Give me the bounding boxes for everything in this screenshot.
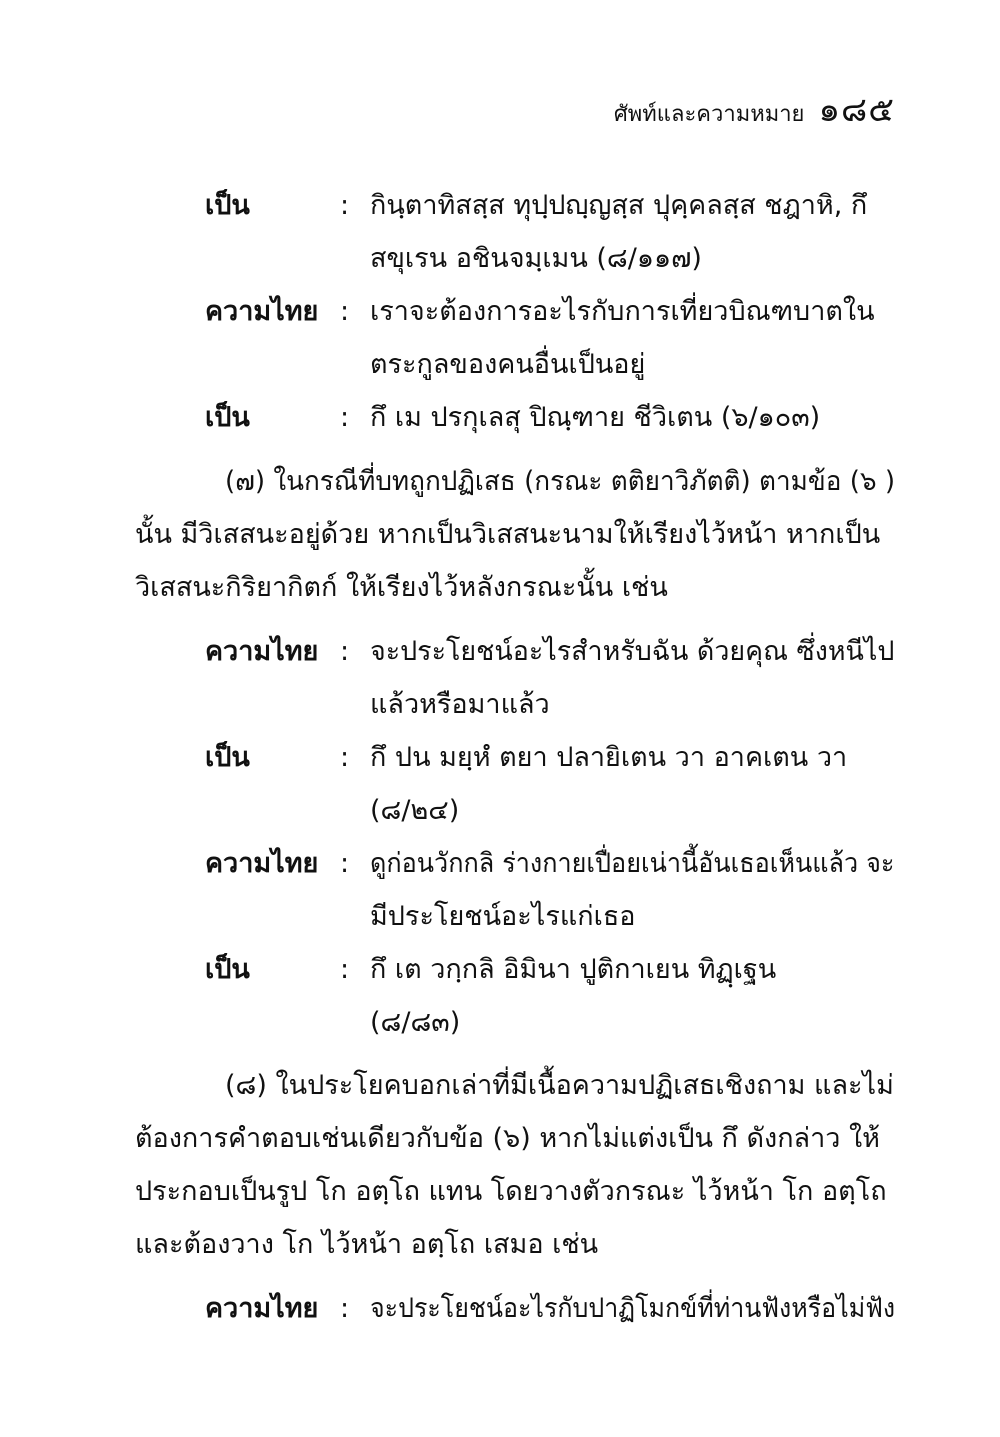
entry-label: เป็น bbox=[205, 954, 250, 985]
entry-text-line: จะประโยชน์อะไรสำหรับฉัน ด้วยคุณ ซึ่งหนีไป bbox=[370, 636, 895, 667]
entry-text-line: (๘/๒๔) bbox=[370, 795, 460, 826]
paragraph-line: ประกอบเป็นรูป โก อตฺโถ แทน โดยวางตัวกรณะ ไว้หน้า โก อตฺโถ bbox=[135, 1176, 887, 1207]
entry-colon: : bbox=[340, 954, 350, 985]
entry-label: ความไทย bbox=[205, 296, 319, 327]
entry-colon: : bbox=[340, 636, 350, 667]
entry-label: เป็น bbox=[205, 190, 250, 221]
paragraph-line: วิเสสนะกิริยากิตก์ ให้เรียงไว้หลังกรณะนั้น เช่น bbox=[135, 572, 668, 603]
entry-label: ความไทย bbox=[205, 1293, 319, 1324]
entry-text-line: แล้วหรือมาแล้ว bbox=[370, 689, 550, 720]
entry-colon: : bbox=[340, 742, 350, 773]
entry-text-line: สขุเรน อชินจมฺเมน (๘/๑๑๗) bbox=[370, 243, 702, 274]
entry-label: เป็น bbox=[205, 402, 250, 433]
entry-label: ความไทย bbox=[205, 848, 319, 879]
entry-text-line: (๘/๘๓) bbox=[370, 1007, 461, 1038]
entry-text-line: กินฺตาทิสสฺส ทุปฺปญฺญสฺส ปุคฺคลสฺส ชฎาหิ, กึ bbox=[370, 190, 868, 221]
entry-colon: : bbox=[340, 1293, 350, 1324]
entry-text-line: ดูก่อนวักกลิ ร่างกายเปื่อยเน่านี้อันเธอเห็นแล้ว จะ bbox=[370, 848, 895, 879]
entry-text-line: เราจะต้องการอะไรกับการเที่ยวบิณฑบาตใน bbox=[370, 296, 875, 327]
entry-text-line: ตระกูลของคนอื่นเป็นอยู่ bbox=[370, 349, 646, 380]
page-number: ๑๘๕ bbox=[818, 90, 895, 130]
entry-colon: : bbox=[340, 402, 350, 433]
paragraph-line: นั้น มีวิเสสนะอยู่ด้วย หากเป็นวิเสสนะนามให้เรียงไว้หน้า หากเป็น bbox=[135, 519, 881, 550]
entry-text-line: กึ เต วกฺกลิ อิมินา ปูติกาเยน ทิฏฺเฐน bbox=[370, 954, 777, 985]
entry-text-line: กึ เม ปรกุเลสุ ปิณฺฑาย ชีวิเตน (๖/๑๐๓) bbox=[370, 402, 821, 433]
paragraph-line: ต้องการคำตอบเช่นเดียวกับข้อ (๖) หากไม่แต่งเป็น กึ ดังกล่าว ให้ bbox=[135, 1123, 880, 1154]
entry-text-line: กึ ปน มยฺหํ ตยา ปลายิเตน วา อาคเตน วา bbox=[370, 742, 848, 773]
entry-colon: : bbox=[340, 296, 350, 327]
paragraph-line: และต้องวาง โก ไว้หน้า อตฺโถ เสมอ เช่น bbox=[135, 1229, 599, 1260]
entry-label: เป็น bbox=[205, 742, 250, 773]
entry-text-line: มีประโยชน์อะไรแก่เธอ bbox=[370, 901, 636, 932]
paragraph-line: (๗) ในกรณีที่บทถูกปฏิเสธ (กรณะ ตติยาวิภัตติ) ตามข้อ (๖ ) bbox=[225, 466, 896, 497]
header-title: ศัพท์และความหมาย bbox=[613, 102, 805, 127]
running-header bbox=[614, 82, 895, 136]
entry-text-line: จะประโยชน์อะไรกับปาฏิโมกข์ที่ท่านฟังหรือไม่ฟัง bbox=[370, 1293, 896, 1324]
entry-colon: : bbox=[340, 190, 350, 221]
paragraph-line: (๘) ในประโยคบอกเล่าที่มีเนื้อความปฏิเสธเชิงถาม และไม่ bbox=[225, 1070, 894, 1101]
entry-colon: : bbox=[340, 848, 350, 879]
entry-label: ความไทย bbox=[205, 636, 319, 667]
